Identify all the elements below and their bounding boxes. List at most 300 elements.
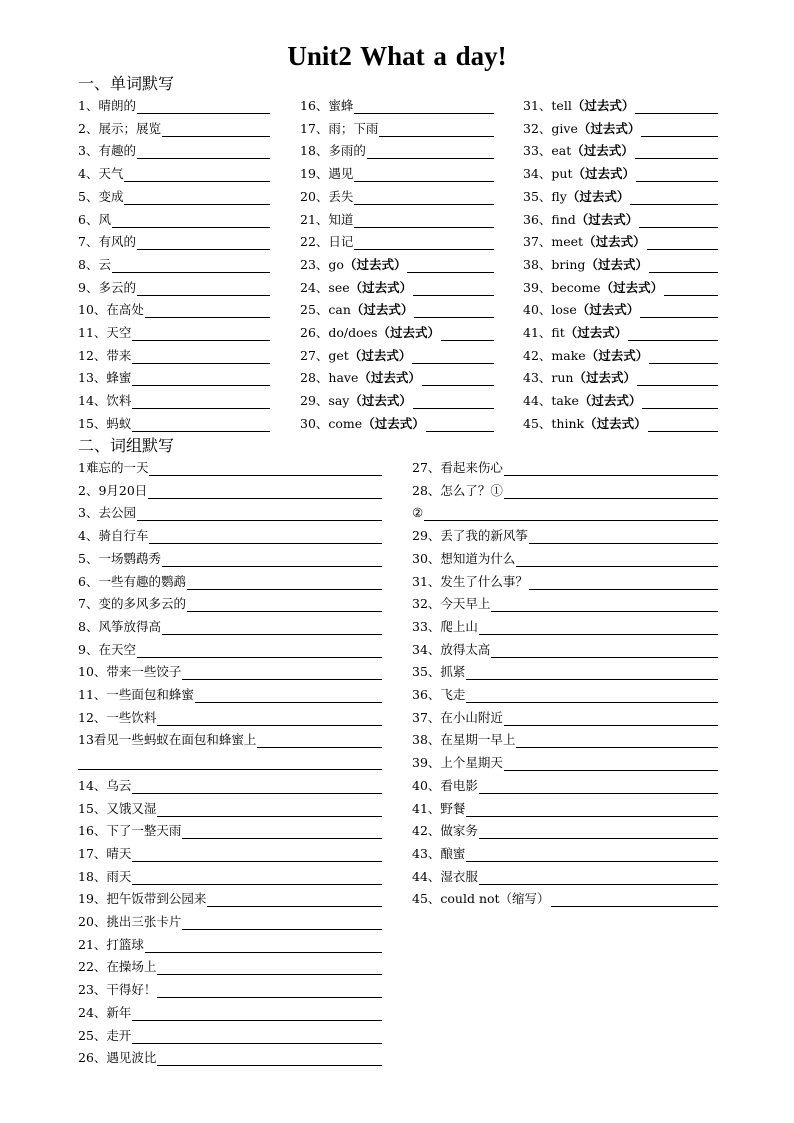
answer-blank[interactable] bbox=[132, 781, 382, 794]
exercise-row bbox=[78, 664, 382, 680]
past-tense-tag: （过去式） bbox=[575, 211, 639, 227]
exercise-row bbox=[412, 687, 718, 703]
past-tense-tag: （过去式） bbox=[566, 188, 630, 204]
item-label: 24、see bbox=[300, 279, 350, 295]
answer-blank[interactable] bbox=[182, 667, 382, 680]
item-label: 24、新年 bbox=[78, 1004, 132, 1020]
item-label: 20、丢失 bbox=[300, 188, 354, 204]
exercise-row bbox=[78, 937, 382, 953]
answer-blank[interactable] bbox=[157, 1053, 382, 1066]
exercise-row bbox=[523, 348, 718, 364]
item-label: 35、fly bbox=[523, 188, 567, 204]
answer-blank[interactable] bbox=[516, 735, 718, 748]
exercise-row bbox=[78, 891, 382, 907]
item-label: 44、take bbox=[523, 393, 579, 409]
answer-blank[interactable] bbox=[78, 769, 382, 770]
item-label: 22、日记 bbox=[300, 234, 354, 250]
answer-blank[interactable] bbox=[137, 645, 382, 658]
item-label: 34、放得太高 bbox=[412, 641, 491, 657]
item-label: 4、骑自行车 bbox=[78, 528, 149, 544]
exercise-row bbox=[523, 393, 718, 409]
exercise-row bbox=[300, 416, 494, 432]
exercise-row bbox=[78, 642, 382, 658]
answer-blank[interactable] bbox=[132, 849, 382, 862]
item-label: 18、多雨的 bbox=[300, 143, 366, 159]
answer-blank[interactable] bbox=[137, 237, 270, 250]
past-tense-tag: （过去式） bbox=[377, 325, 440, 340]
exercise-row bbox=[412, 732, 718, 748]
answer-blank[interactable] bbox=[479, 872, 718, 885]
exercise-row bbox=[412, 574, 718, 590]
item-label: 35、抓紧 bbox=[412, 664, 466, 680]
item-label: 29、say bbox=[300, 393, 350, 409]
exercise-row bbox=[78, 732, 382, 748]
item-label: 4、天气 bbox=[78, 166, 124, 182]
answer-blank[interactable] bbox=[207, 894, 382, 907]
exercise-row bbox=[78, 257, 270, 273]
exercise-row bbox=[78, 1050, 382, 1066]
answer-blank[interactable] bbox=[649, 260, 718, 273]
item-label: 40、看电影 bbox=[412, 777, 478, 793]
answer-blank[interactable] bbox=[551, 894, 718, 907]
item-label: 12、带来 bbox=[78, 347, 132, 363]
past-tense-tag: （过去式） bbox=[576, 302, 640, 318]
answer-blank[interactable] bbox=[379, 124, 494, 137]
answer-blank[interactable] bbox=[413, 396, 494, 409]
answer-blank[interactable] bbox=[132, 396, 270, 409]
exercise-row bbox=[412, 642, 718, 658]
answer-blank[interactable] bbox=[124, 169, 270, 182]
answer-blank[interactable] bbox=[132, 328, 270, 341]
item-label: 28、怎么了？① bbox=[412, 482, 503, 498]
exercise-row bbox=[78, 280, 270, 296]
item-label: 30、come bbox=[300, 415, 363, 431]
answer-blank[interactable] bbox=[132, 872, 382, 885]
past-tense-tag: （过去式） bbox=[600, 279, 664, 295]
exercise-row bbox=[78, 505, 382, 521]
answer-blank[interactable] bbox=[642, 396, 718, 409]
item-label: 13看见一些蚂蚁在面包和蜂蜜上 bbox=[78, 732, 257, 748]
item-label: 29、丢了我的新风筝 bbox=[412, 528, 528, 544]
item-label: 25、走开 bbox=[78, 1027, 132, 1043]
exercise-row bbox=[78, 189, 270, 205]
item-label: 34、put bbox=[523, 166, 573, 182]
answer-blank[interactable] bbox=[162, 622, 382, 635]
answer-blank[interactable] bbox=[354, 101, 494, 114]
exercise-row bbox=[412, 755, 718, 771]
answer-blank[interactable] bbox=[630, 192, 718, 205]
past-tense-tag: （过去式） bbox=[349, 393, 412, 409]
exercise-row bbox=[523, 370, 718, 386]
answer-blank[interactable] bbox=[504, 486, 718, 499]
answer-blank[interactable] bbox=[157, 985, 382, 998]
exercise-row bbox=[523, 416, 718, 432]
answer-blank[interactable] bbox=[413, 283, 494, 296]
item-label: 31、发生了什么事？ bbox=[412, 573, 528, 589]
answer-blank[interactable] bbox=[466, 690, 718, 703]
item-label: 30、想知道为什么 bbox=[412, 550, 516, 566]
item-label: 16、蜜蜂 bbox=[300, 98, 354, 113]
item-label: 6、一些有趣的鹦鹉 bbox=[78, 573, 186, 589]
exercise-row bbox=[300, 370, 494, 386]
exercise-row bbox=[78, 234, 270, 250]
item-label: 11、天空 bbox=[78, 325, 132, 340]
exercise-row bbox=[412, 460, 718, 476]
answer-blank[interactable] bbox=[491, 645, 718, 658]
answer-blank[interactable] bbox=[257, 735, 382, 748]
answer-blank[interactable] bbox=[641, 124, 718, 137]
item-label: 7、有风的 bbox=[78, 234, 136, 250]
answer-blank[interactable] bbox=[132, 1008, 382, 1021]
item-label: 42、做家务 bbox=[412, 823, 478, 839]
exercise-row bbox=[78, 121, 270, 137]
item-label: 44、湿衣服 bbox=[412, 868, 478, 884]
item-label: 19、把午饭带到公园来 bbox=[78, 891, 207, 907]
answer-blank[interactable] bbox=[195, 690, 382, 703]
answer-blank[interactable] bbox=[137, 508, 382, 521]
exercise-row bbox=[78, 1028, 382, 1044]
answer-blank[interactable] bbox=[137, 101, 270, 114]
exercise-row bbox=[78, 687, 382, 703]
exercise-row bbox=[78, 143, 270, 159]
item-label: 15、又饿又湿 bbox=[78, 800, 157, 816]
exercise-row bbox=[300, 348, 494, 364]
item-label: 3、去公园 bbox=[78, 505, 136, 521]
answer-blank[interactable] bbox=[479, 826, 718, 839]
exercise-row bbox=[78, 846, 382, 862]
item-label: 45、could not（缩写） bbox=[412, 891, 550, 907]
exercise-row bbox=[412, 710, 718, 726]
exercise-row bbox=[412, 551, 718, 567]
answer-blank[interactable] bbox=[157, 713, 382, 726]
item-label: 22、在操场上 bbox=[78, 959, 157, 975]
answer-blank[interactable] bbox=[132, 373, 270, 386]
answer-blank[interactable] bbox=[466, 667, 718, 680]
past-tense-tag: （过去式） bbox=[578, 393, 642, 409]
exercise-row bbox=[412, 619, 718, 635]
exercise-row bbox=[412, 801, 718, 817]
answer-blank[interactable] bbox=[162, 124, 270, 137]
answer-blank[interactable] bbox=[137, 146, 270, 159]
answer-blank[interactable] bbox=[354, 237, 494, 250]
answer-blank[interactable] bbox=[516, 554, 718, 567]
answer-blank[interactable] bbox=[479, 622, 718, 635]
exercise-row bbox=[78, 348, 270, 364]
answer-blank[interactable] bbox=[367, 146, 494, 159]
exercise-row bbox=[300, 234, 494, 250]
exercise-row bbox=[412, 505, 718, 521]
item-label: 9、多云的 bbox=[78, 279, 136, 295]
answer-blank[interactable] bbox=[354, 169, 494, 182]
page-title: Unit2 What a day! bbox=[287, 41, 507, 71]
exercise-row bbox=[523, 189, 718, 205]
item-label: 1、晴朗的 bbox=[78, 98, 136, 113]
past-tense-tag: （过去式） bbox=[350, 302, 414, 318]
answer-blank[interactable] bbox=[187, 577, 382, 590]
item-label: 41、fit bbox=[523, 325, 565, 340]
item-label: 39、上个星期天 bbox=[412, 755, 503, 771]
answer-blank[interactable] bbox=[148, 486, 382, 499]
answer-blank[interactable] bbox=[529, 531, 718, 544]
exercise-row bbox=[78, 596, 382, 612]
exercise-row bbox=[412, 778, 718, 794]
item-label: 23、干得好！ bbox=[78, 982, 157, 998]
item-label: 38、在星期一早上 bbox=[412, 732, 516, 748]
answer-blank[interactable] bbox=[162, 554, 382, 567]
exercise-row bbox=[300, 189, 494, 205]
answer-blank[interactable] bbox=[441, 328, 494, 341]
item-label: 33、eat bbox=[523, 143, 572, 159]
item-label: 8、风筝放得高 bbox=[78, 618, 161, 634]
exercise-row bbox=[78, 528, 382, 544]
item-label: 7、变的多风多云的 bbox=[78, 596, 186, 612]
exercise-row bbox=[523, 98, 718, 114]
item-label: 33、爬上山 bbox=[412, 618, 478, 634]
answer-blank[interactable] bbox=[504, 713, 718, 726]
item-label: 41、野餐 bbox=[412, 800, 466, 816]
past-tense-tag: （过去式） bbox=[571, 143, 634, 159]
exercise-row bbox=[300, 280, 494, 296]
past-tense-tag: （过去式） bbox=[348, 347, 412, 363]
exercise-row bbox=[78, 416, 270, 432]
exercise-row bbox=[300, 302, 494, 318]
exercise-row bbox=[523, 212, 718, 228]
answer-blank[interactable] bbox=[407, 260, 494, 273]
exercise-row bbox=[78, 302, 270, 318]
item-label: 20、挑出三张卡片 bbox=[78, 914, 182, 929]
item-label: 23、go bbox=[300, 256, 344, 272]
item-label: 38、bring bbox=[523, 256, 586, 272]
past-tense-tag: （过去式） bbox=[572, 166, 635, 182]
item-label: 15、蚂蚁 bbox=[78, 415, 132, 431]
answer-blank[interactable] bbox=[182, 826, 382, 839]
item-label: 5、变成 bbox=[78, 188, 124, 204]
item-label: 14、乌云 bbox=[78, 777, 132, 793]
item-label: 37、在小山附近 bbox=[412, 709, 503, 725]
exercise-row bbox=[78, 551, 382, 567]
past-tense-tag: （过去式） bbox=[358, 370, 421, 386]
item-label: 17、雨；下雨 bbox=[300, 120, 379, 136]
answer-blank[interactable] bbox=[414, 305, 494, 318]
answer-blank[interactable] bbox=[145, 305, 270, 318]
answer-blank[interactable] bbox=[187, 599, 382, 612]
answer-blank[interactable] bbox=[637, 373, 718, 386]
item-label: 8、云 bbox=[78, 256, 111, 272]
item-label: 27、get bbox=[300, 347, 349, 363]
exercise-row bbox=[300, 166, 494, 182]
item-label: 13、蜂蜜 bbox=[78, 370, 132, 386]
item-label: 3、有趣的 bbox=[78, 143, 136, 159]
item-label: 32、今天早上 bbox=[412, 596, 491, 612]
answer-blank[interactable] bbox=[132, 1031, 382, 1044]
item-label: 19、遇见 bbox=[300, 166, 354, 182]
answer-blank[interactable] bbox=[664, 283, 718, 296]
item-label: 28、have bbox=[300, 370, 359, 386]
exercise-row bbox=[412, 823, 718, 839]
item-label: 26、do/does bbox=[300, 325, 378, 340]
item-label: 25、can bbox=[300, 302, 351, 318]
past-tense-tag: （过去式） bbox=[343, 256, 407, 272]
item-label: 36、find bbox=[523, 211, 576, 227]
item-label: 36、飞走 bbox=[412, 687, 466, 702]
item-label: 10、带来一些饺子 bbox=[78, 664, 182, 680]
exercise-row bbox=[412, 596, 718, 612]
exercise-row bbox=[78, 166, 270, 182]
answer-blank[interactable] bbox=[635, 146, 718, 159]
item-label: 2、9月20日 bbox=[78, 482, 148, 498]
answer-blank[interactable] bbox=[466, 849, 718, 862]
exercise-row bbox=[523, 166, 718, 182]
answer-blank[interactable] bbox=[636, 169, 718, 182]
answer-blank[interactable] bbox=[648, 419, 718, 432]
exercise-row bbox=[78, 574, 382, 590]
past-tense-tag: （过去式） bbox=[585, 347, 649, 363]
exercise-row bbox=[300, 212, 494, 228]
exercise-row bbox=[523, 234, 718, 250]
answer-blank[interactable] bbox=[491, 599, 718, 612]
answer-blank[interactable] bbox=[479, 781, 718, 794]
answer-blank[interactable] bbox=[466, 804, 718, 817]
answer-blank[interactable] bbox=[132, 351, 270, 364]
item-label: 14、饮料 bbox=[78, 393, 132, 409]
exercise-row bbox=[78, 370, 270, 386]
exercise-row bbox=[78, 325, 270, 341]
item-label: 31、tell bbox=[523, 98, 572, 113]
item-label: 43、酿蜜 bbox=[412, 845, 466, 861]
item-label: 27、看起来伤心 bbox=[412, 460, 503, 475]
exercise-row bbox=[412, 483, 718, 499]
past-tense-tag: （过去式） bbox=[362, 415, 425, 431]
exercise-row bbox=[412, 891, 718, 907]
exercise-row bbox=[78, 98, 270, 114]
answer-blank[interactable] bbox=[628, 328, 718, 341]
exercise-row bbox=[300, 325, 494, 341]
item-label: 12、一些饮料 bbox=[78, 709, 157, 725]
item-label: 21、知道 bbox=[300, 211, 354, 227]
item-label: 42、make bbox=[523, 347, 586, 363]
answer-blank[interactable] bbox=[647, 237, 718, 250]
item-label: 45、think bbox=[523, 415, 585, 431]
exercise-row bbox=[78, 619, 382, 635]
item-label: 9、在天空 bbox=[78, 641, 136, 657]
exercise-row bbox=[78, 393, 270, 409]
exercise-row bbox=[300, 98, 494, 114]
past-tense-tag: （过去式） bbox=[584, 415, 647, 431]
past-tense-tag: （过去式） bbox=[571, 98, 635, 113]
exercise-row bbox=[78, 982, 382, 998]
answer-blank[interactable] bbox=[145, 940, 382, 953]
item-label: 16、下了一整天雨 bbox=[78, 823, 182, 839]
past-tense-tag: （过去式） bbox=[564, 325, 628, 340]
exercise-row bbox=[300, 393, 494, 409]
item-label: 10、在高处 bbox=[78, 302, 144, 318]
section-heading-phrases: 二、词组默写 bbox=[78, 436, 175, 455]
item-label: 18、雨天 bbox=[78, 868, 132, 884]
section-heading-words: 一、单词默写 bbox=[78, 74, 175, 93]
answer-blank[interactable] bbox=[426, 419, 494, 432]
answer-blank[interactable] bbox=[635, 101, 718, 114]
exercise-row bbox=[78, 1005, 382, 1021]
answer-blank[interactable] bbox=[112, 215, 270, 228]
answer-blank[interactable] bbox=[354, 192, 494, 205]
answer-blank[interactable] bbox=[649, 351, 718, 364]
item-label: 5、一场鹦鹉秀 bbox=[78, 550, 161, 566]
answer-blank[interactable] bbox=[354, 215, 494, 228]
exercise-row bbox=[412, 528, 718, 544]
answer-blank[interactable] bbox=[504, 758, 718, 771]
answer-blank[interactable] bbox=[640, 305, 718, 318]
exercise-row bbox=[523, 257, 718, 273]
answer-blank[interactable] bbox=[412, 351, 494, 364]
item-label: 43、run bbox=[523, 370, 574, 386]
item-label: 40、lose bbox=[523, 302, 577, 318]
answer-blank[interactable] bbox=[112, 260, 270, 273]
exercise-row bbox=[523, 143, 718, 159]
item-label: 37、meet bbox=[523, 234, 584, 250]
exercise-row bbox=[523, 325, 718, 341]
exercise-row bbox=[412, 869, 718, 885]
exercise-row bbox=[78, 778, 382, 794]
item-label: 1难忘的一天 bbox=[78, 460, 149, 475]
answer-blank[interactable] bbox=[424, 508, 718, 521]
exercise-row bbox=[78, 710, 382, 726]
item-label: 26、遇见波比 bbox=[78, 1050, 157, 1066]
past-tense-tag: （过去式） bbox=[349, 279, 413, 295]
exercise-row bbox=[300, 257, 494, 273]
answer-blank[interactable] bbox=[504, 463, 718, 476]
exercise-row bbox=[412, 846, 718, 862]
answer-blank[interactable] bbox=[157, 804, 382, 817]
past-tense-tag: （过去式） bbox=[585, 256, 648, 272]
exercise-row bbox=[78, 869, 382, 885]
exercise-row bbox=[78, 959, 382, 975]
exercise-row bbox=[412, 664, 718, 680]
item-label: 17、晴天 bbox=[78, 845, 132, 861]
exercise-row bbox=[78, 801, 382, 817]
exercise-row bbox=[523, 302, 718, 318]
answer-blank[interactable] bbox=[124, 192, 270, 205]
exercise-row bbox=[300, 121, 494, 137]
exercise-row bbox=[78, 483, 382, 499]
answer-blank[interactable] bbox=[132, 419, 270, 432]
item-label: 2、展示；展览 bbox=[78, 120, 161, 136]
past-tense-tag: （过去式） bbox=[573, 370, 636, 386]
exercise-row bbox=[78, 460, 382, 476]
exercise-row bbox=[523, 280, 718, 296]
item-label: 6、风 bbox=[78, 211, 111, 227]
item-label: ② bbox=[412, 505, 424, 521]
answer-blank[interactable] bbox=[182, 917, 382, 930]
answer-blank[interactable] bbox=[149, 463, 382, 476]
item-label: 39、become bbox=[523, 279, 601, 295]
past-tense-tag: （过去式） bbox=[577, 120, 641, 136]
answer-blank[interactable] bbox=[137, 283, 270, 296]
exercise-row bbox=[78, 823, 382, 839]
item-label: 21、打篮球 bbox=[78, 936, 144, 952]
answer-blank[interactable] bbox=[157, 962, 382, 975]
exercise-row bbox=[523, 121, 718, 137]
item-label: 32、give bbox=[523, 120, 578, 136]
exercise-row bbox=[300, 143, 494, 159]
past-tense-tag: （过去式） bbox=[583, 234, 646, 250]
exercise-row bbox=[78, 212, 270, 228]
answer-blank[interactable] bbox=[529, 577, 718, 590]
answer-blank[interactable] bbox=[639, 215, 718, 228]
answer-blank[interactable] bbox=[422, 373, 494, 386]
exercise-row bbox=[78, 914, 382, 930]
answer-blank[interactable] bbox=[149, 531, 382, 544]
item-label: 11、一些面包和蜂蜜 bbox=[78, 687, 194, 702]
